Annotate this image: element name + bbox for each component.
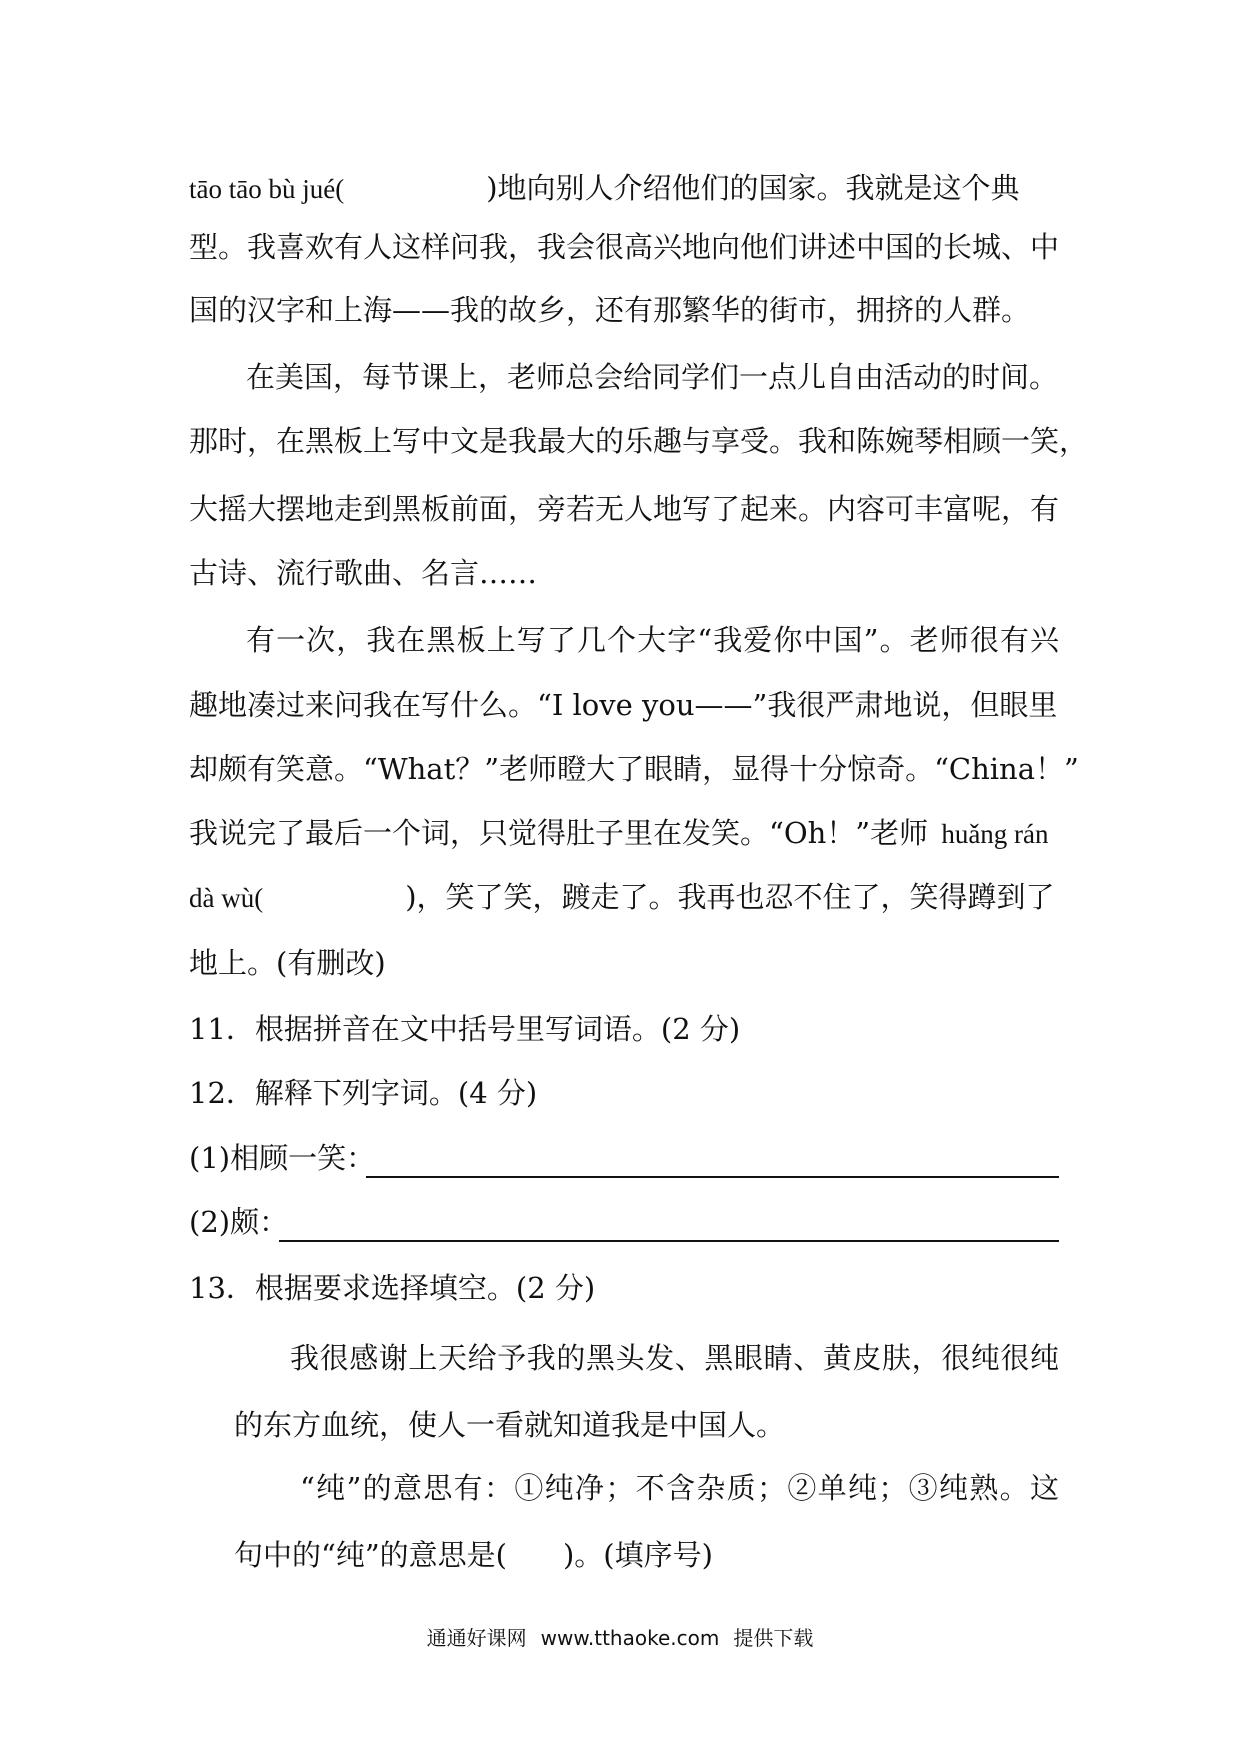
passage-text: )，笑了笑，踱走了。我再也忍不住了，笑得蹲到了 xyxy=(405,880,1055,914)
pinyin-dawu: dà wù( xyxy=(189,883,264,913)
passage-line-11 xyxy=(189,813,1059,854)
passage-line-5: 那时，在黑板上写中文是我最大的乐趣与享受。我和陈婉琴相顾一笑， xyxy=(189,424,1089,458)
question-12-2-label: (2)颇： xyxy=(189,1205,289,1239)
question-11: 11．根据拼音在文中括号里写词语。(2 分) xyxy=(189,1012,741,1046)
passage-line-3: 国的汉字和上海——我的故乡，还有那繁华的街市，拥挤的人群。 xyxy=(189,293,1031,327)
pinyin-huangran: huǎng rán xyxy=(941,819,1049,849)
question-13-meaning-line-2 xyxy=(234,1535,1059,1575)
answer-line-12-2[interactable] xyxy=(279,1240,1059,1242)
passage-line-1 xyxy=(189,168,1059,209)
question-13-meaning-line-1: “纯”的意思有：①纯净；不含杂质；②单纯；③纯熟。这 xyxy=(300,1471,1059,1505)
passage-line-10: 却颇有笑意。“What？”老师瞪大了眼睛，显得十分惊奇。“China！” xyxy=(189,752,1079,786)
passage-paragraph-3-start: 有一次，我在黑板上写了几个大字“我爱你中国”。老师很有兴 xyxy=(246,623,1059,657)
passage-line-12 xyxy=(189,877,1059,918)
question-text: )。(填序号) xyxy=(562,1538,713,1572)
passage-line-6: 大摇大摆地走到黑板前面，旁若无人地写了起来。内容可丰富呢，有 xyxy=(189,492,1060,526)
passage-paragraph-2-start: 在美国，每节课上，老师总会给同学们一点儿自由活动的时间。 xyxy=(246,360,1059,394)
question-12: 12．解释下列字词。(4 分) xyxy=(189,1076,538,1110)
question-text: 句中的“纯”的意思是( xyxy=(234,1538,507,1572)
question-13-quote-line-1: 我很感谢上天给予我的黑头发、黑眼睛、黄皮肤，很纯很纯 xyxy=(290,1341,1059,1375)
pinyin-taotaobujue: tāo tāo bù jué( xyxy=(189,174,345,204)
footer-url: www.tthaoke.com xyxy=(540,1626,720,1650)
passage-text: )地向别人介绍他们的国家。我就是这个典 xyxy=(486,171,1020,205)
passage-line-13: 地上。(有删改) xyxy=(189,946,386,980)
footer-note: 提供下载 xyxy=(733,1626,814,1650)
question-13-quote-line-2: 的东方血统，使人一看就知道我是中国人。 xyxy=(234,1408,786,1442)
footer xyxy=(0,1624,1240,1652)
footer-site-name: 通通好课网 xyxy=(426,1626,527,1650)
passage-text: 我说完了最后一个词，只觉得肚子里在发笑。“Oh！”老师 xyxy=(189,816,929,850)
passage-line-9: 趣地凑过来问我在写什么。“I love you——”我很严肃地说，但眼里 xyxy=(189,688,1058,722)
passage-line-2: 型。我喜欢有人这样问我，我会很高兴地向他们讲述中国的长城、中 xyxy=(189,230,1060,264)
passage-line-7: 古诗、流行歌曲、名言…… xyxy=(189,556,538,590)
question-12-1-label: (1)相顾一笑： xyxy=(189,1141,376,1175)
answer-line-12-1[interactable] xyxy=(366,1176,1059,1178)
question-13: 13．根据要求选择填空。(2 分) xyxy=(189,1271,596,1305)
